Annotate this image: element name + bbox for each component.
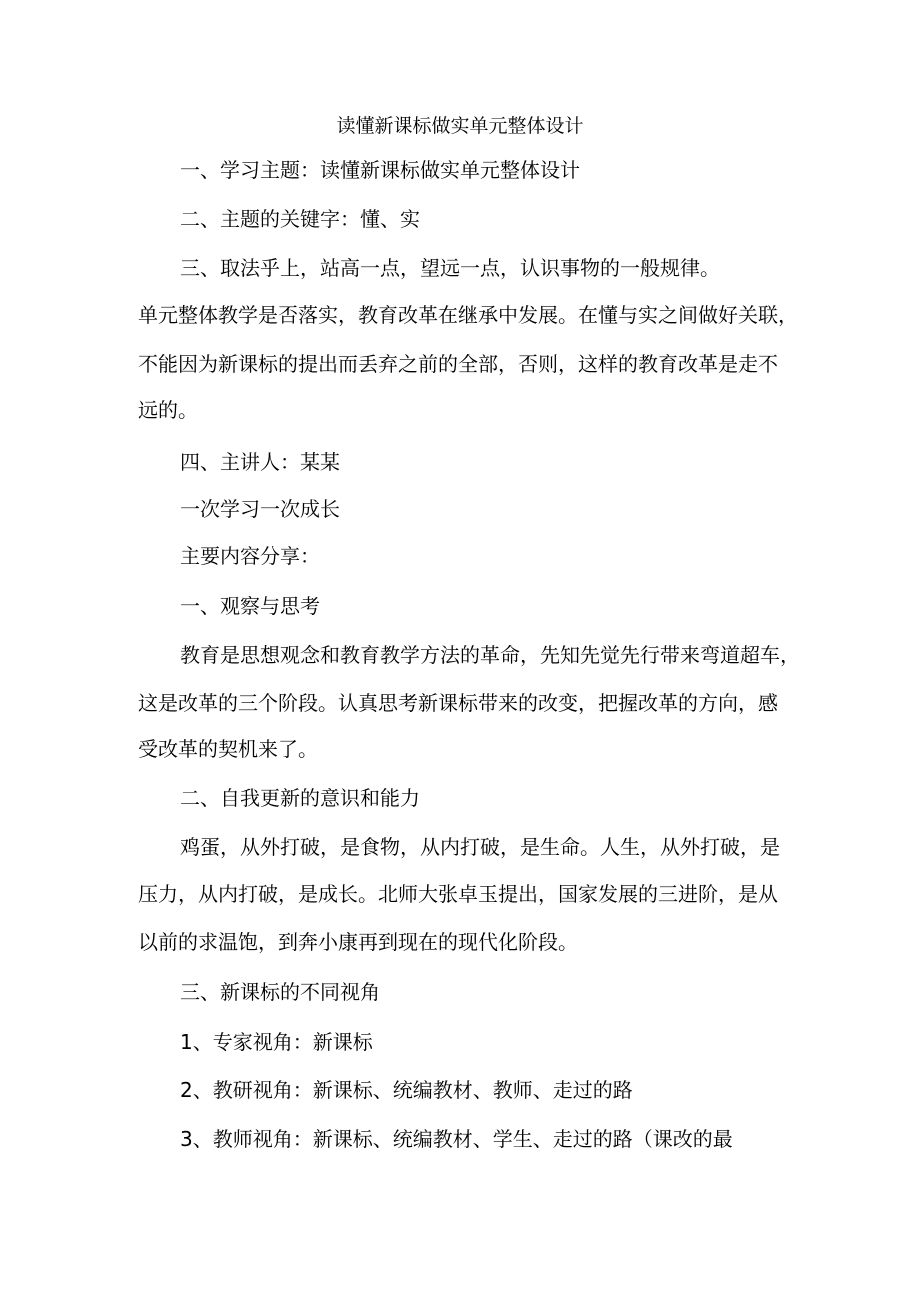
paragraph-line: 单元整体教学是否落实，教育改革在继承中发展。在懂与实之间做好关联， [138,303,798,327]
paragraph-line: 教育是思想观念和教育教学方法的革命，先知先觉先行带来弯道超车， [180,643,800,667]
section-principle: 三、取法乎上，站高一点，望远一点，认识事物的一般规律。 [180,256,720,280]
paragraph-line: 这是改革的三个阶段。认真思考新课标带来的改变，把握改革的方向，感 [138,691,778,715]
list-item: 2、教研视角：新课标、统编教材、教师、走过的路 [180,1078,633,1102]
list-item: 3、教师视角：新课标、统编教材、学生、走过的路（课改的最 [180,1127,733,1151]
content-heading: 主要内容分享： [180,544,320,568]
subsection-observe-think: 一、观察与思考 [180,594,320,618]
section-speaker: 四、主讲人：某某 [180,450,340,474]
paragraph-line: 鸡蛋，从外打破，是食物，从内打破，是生命。人生，从外打破，是 [180,835,780,859]
subsection-self-renewal: 二、自我更新的意识和能力 [180,786,420,810]
paragraph-line: 远的。 [138,398,198,422]
paragraph-line: 受改革的契机来了。 [138,737,318,761]
motto-line: 一次学习一次成长 [180,497,340,521]
document-title: 读懂新课标做实单元整体设计 [336,115,584,137]
paragraph-line: 不能因为新课标的提出而丢弃之前的全部，否则，这样的教育改革是走不 [138,352,778,376]
section-keywords: 二、主题的关键字：懂、实 [180,207,420,231]
paragraph-line: 压力，从内打破，是成长。北师大张卓玉提出，国家发展的三进阶，是从 [138,882,778,906]
subsection-perspectives: 三、新课标的不同视角 [180,980,380,1004]
section-study-topic: 一、学习主题：读懂新课标做实单元整体设计 [180,158,580,182]
paragraph-line: 以前的求温饱，到奔小康再到现在的现代化阶段。 [138,930,578,954]
list-item: 1、专家视角：新课标 [180,1030,373,1054]
